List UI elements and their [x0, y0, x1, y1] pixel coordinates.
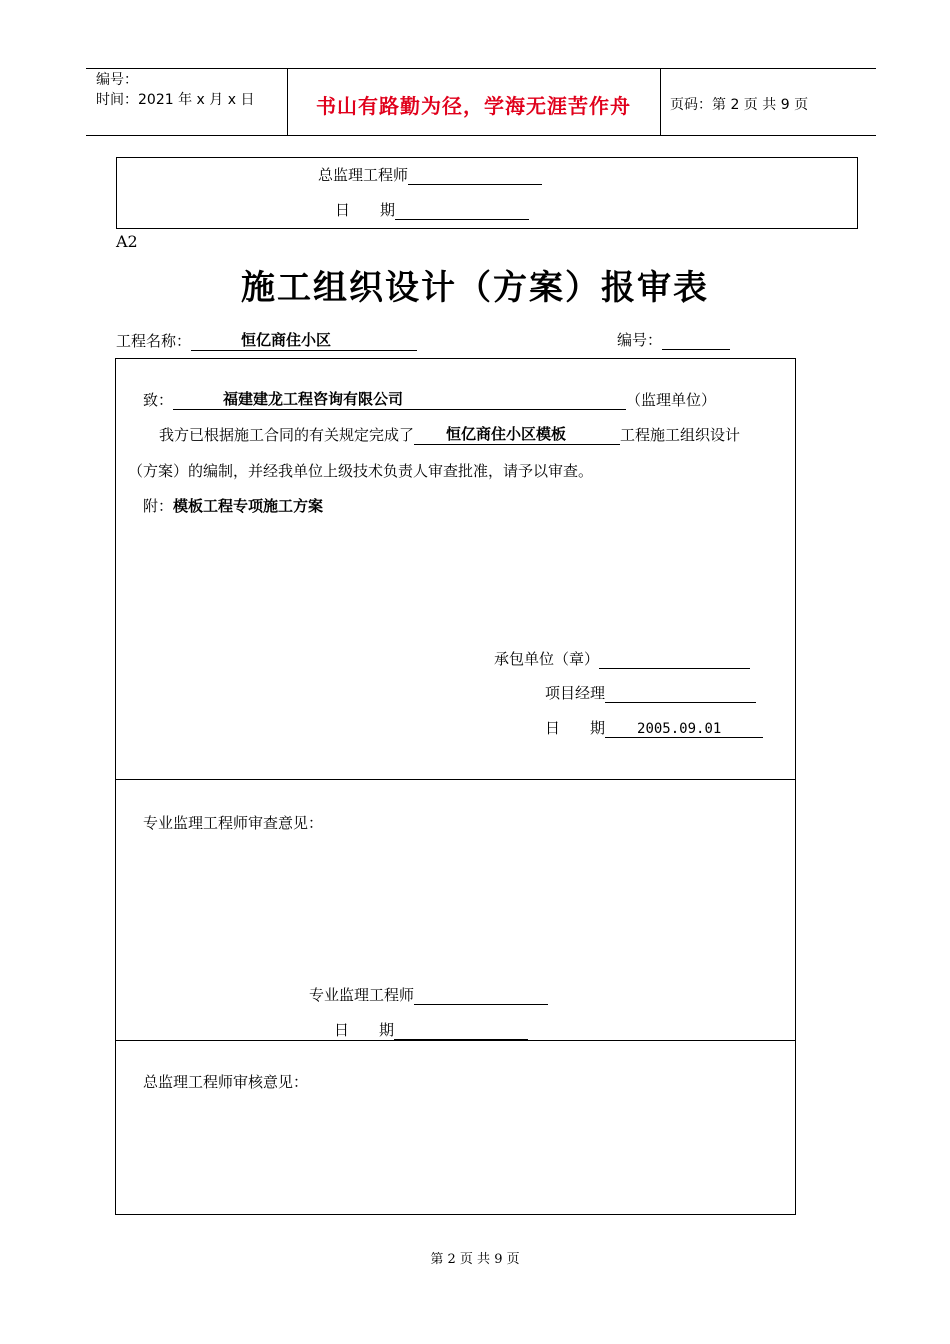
attachment-line: [143, 495, 323, 516]
top-date-label: 日 期: [335, 201, 396, 219]
footer-page-number: 第 2 页 共 9 页: [430, 1252, 520, 1267]
body-prefix: 我方已根据施工合同的有关规定完成了: [159, 426, 415, 444]
body-project: [414, 423, 620, 445]
to-value: [173, 388, 626, 410]
professional-date-label: 日 期: [334, 1021, 395, 1039]
professional-review-section: [115, 779, 796, 1041]
submission-date-value: [605, 719, 763, 738]
top-date-blank: [395, 203, 529, 220]
professional-engineer-label: 专业监理工程师: [309, 986, 415, 1004]
professional-date-blank: [394, 1023, 528, 1040]
professional-engineer-blank: [414, 988, 548, 1005]
professional-date-line: [334, 1019, 528, 1040]
project-manager-blank: [605, 686, 756, 703]
to-label: 致：: [143, 391, 174, 409]
submission-date-text: 2005.09.01: [637, 721, 722, 737]
project-name-value: [191, 329, 417, 351]
to-suffix: （监理单位）: [626, 391, 717, 409]
contractor-label: 承包单位（章）: [494, 650, 600, 668]
to-line: [143, 388, 716, 410]
header-page-number: 页码：第 2 页 共 9 页: [670, 97, 809, 113]
contractor-line: [494, 648, 750, 669]
top-date-line: [335, 199, 529, 220]
attachment-label: 附：: [143, 497, 174, 515]
header-number: 编号：: [96, 72, 138, 88]
project-manager-line: [545, 682, 756, 703]
chief-engineer-signature-blank: [408, 168, 542, 185]
header-bottom-rule: [86, 135, 876, 136]
project-number-blank: [662, 333, 730, 350]
body-line-1: [159, 423, 740, 445]
header-divider-right: [660, 68, 661, 136]
contractor-blank: [599, 652, 750, 669]
project-number-line: [617, 329, 730, 350]
chief-engineer-line: [318, 164, 542, 185]
submission-section: [115, 358, 796, 780]
professional-engineer-line: [309, 984, 548, 1005]
header-time: 时间：2021 年 x 月 x 日: [96, 92, 255, 108]
submission-date-line: [545, 717, 763, 738]
to-value-text: 福建建龙工程咨询有限公司: [223, 390, 404, 408]
project-name-line: [116, 329, 417, 351]
chief-opinion-label: 总监理工程师审核意见：: [143, 1073, 309, 1091]
project-name-label: 工程名称：: [116, 332, 192, 350]
form-title: 施工组织设计（方案）报审表: [241, 268, 709, 308]
chief-engineer-label: 总监理工程师: [318, 166, 409, 184]
chief-review-section: [115, 1040, 796, 1215]
project-manager-label: 项目经理: [545, 684, 606, 702]
body-project-text: 恒亿商住小区模板: [446, 425, 567, 443]
top-signature-box: [116, 157, 858, 229]
submission-date-label: 日 期: [545, 719, 606, 737]
project-number-label: 编号：: [617, 331, 663, 349]
project-name-text: 恒亿商住小区: [241, 331, 332, 349]
body-line-2: （方案）的编制，并经我单位上级技术负责人审查批准，请予以审查。: [128, 462, 594, 480]
professional-opinion-label: 专业监理工程师审查意见：: [143, 814, 324, 832]
attachment-value: 模板工程专项施工方案: [173, 497, 324, 515]
body-suffix: 工程施工组织设计: [620, 426, 741, 444]
form-code: A2: [116, 232, 138, 251]
header-top-rule: [86, 68, 876, 69]
header-motto: 书山有路勤为径，学海无涯苦作舟: [316, 94, 631, 118]
